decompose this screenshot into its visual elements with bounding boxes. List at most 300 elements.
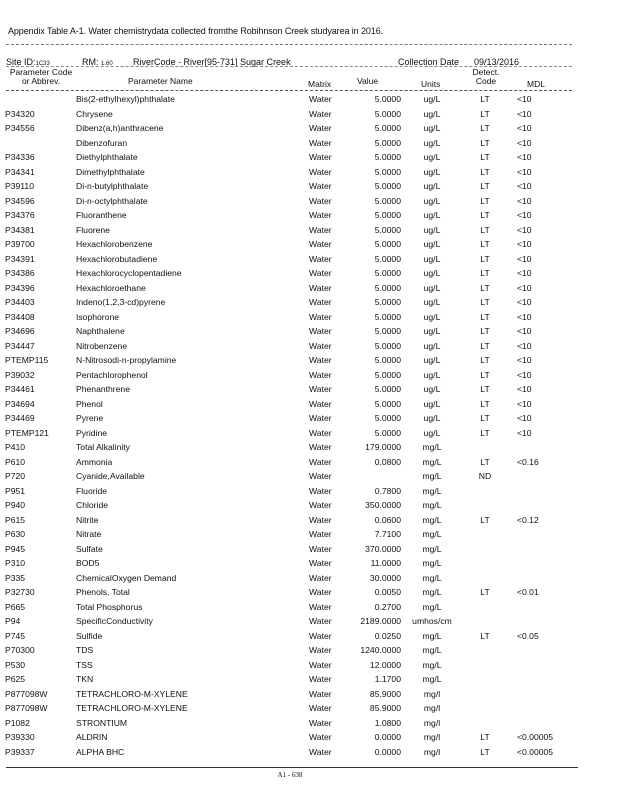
collection-date-value: 09/13/2016 bbox=[474, 57, 520, 67]
mdl-cell: <10 bbox=[517, 108, 532, 119]
matrix-cell: Water bbox=[309, 137, 332, 148]
mdl-cell: <10 bbox=[517, 326, 532, 336]
parameter-code-cell: P34403 bbox=[5, 297, 35, 307]
parameter-code-cell: P745 bbox=[5, 630, 26, 641]
data-table-body bbox=[0, 92, 618, 759]
value-cell: 12.0000 bbox=[369, 659, 401, 670]
parameter-code-cell: P34408 bbox=[5, 311, 35, 322]
parameter-code-cell: P39337 bbox=[5, 746, 35, 757]
table-row bbox=[0, 600, 618, 615]
detect-code-cell: LT bbox=[480, 340, 490, 351]
parameter-name-cell: Dibenz(a,h)anthracene bbox=[76, 123, 164, 133]
header-parameter-code bbox=[4, 68, 78, 86]
value-cell: 0.0250 bbox=[374, 630, 401, 641]
units-cell: mg/L bbox=[422, 601, 442, 612]
river-code: RiverCode - River[95-731] Sugar Creek bbox=[133, 57, 291, 67]
detect-code-cell: LT bbox=[480, 398, 490, 409]
matrix-cell: Water bbox=[309, 529, 332, 539]
matrix-cell: Water bbox=[309, 369, 332, 380]
table-row bbox=[0, 687, 618, 702]
mdl-cell: <10 bbox=[517, 239, 532, 249]
detect-code-cell: LT bbox=[480, 384, 490, 394]
parameter-code-cell: P34556 bbox=[5, 123, 35, 133]
mdl-cell: <10 bbox=[517, 253, 532, 264]
site-id-value: 1C33 bbox=[35, 61, 50, 67]
units-cell: ug/L bbox=[423, 268, 441, 278]
units-cell: ug/L bbox=[423, 413, 441, 423]
value-cell: 5.0000 bbox=[374, 297, 401, 307]
detect-code-cell: LT bbox=[480, 732, 490, 742]
table-row bbox=[0, 150, 618, 165]
detect-code-cell: LT bbox=[480, 224, 490, 235]
units-cell: mg/l bbox=[423, 688, 441, 699]
parameter-name-cell: Sulfide bbox=[76, 630, 103, 641]
parameter-name-cell: TSS bbox=[76, 659, 93, 670]
table-row bbox=[0, 701, 618, 716]
units-cell: mg/L bbox=[422, 572, 442, 583]
table-row bbox=[0, 585, 618, 600]
parameter-name-cell: Total Phosphorus bbox=[76, 601, 143, 612]
parameter-code-cell: P877098W bbox=[5, 703, 48, 713]
matrix-cell: Water bbox=[309, 427, 332, 438]
units-cell: ug/L bbox=[423, 326, 441, 336]
parameter-code-cell: PTEMP121 bbox=[5, 427, 49, 438]
matrix-cell: Water bbox=[309, 268, 332, 278]
value-cell: 0.0000 bbox=[374, 732, 401, 742]
matrix-cell: Water bbox=[309, 717, 332, 728]
matrix-cell: Water bbox=[309, 456, 332, 467]
detect-code-cell: LT bbox=[480, 427, 490, 438]
table-row bbox=[0, 455, 618, 470]
table-row bbox=[0, 716, 618, 731]
parameter-code-cell: P34320 bbox=[5, 108, 35, 119]
table-row bbox=[0, 411, 618, 426]
mdl-cell: <10 bbox=[517, 340, 532, 351]
table-row bbox=[0, 556, 618, 571]
units-cell: mg/l bbox=[423, 732, 441, 742]
parameter-code-cell: P34341 bbox=[5, 166, 35, 177]
matrix-cell: Water bbox=[309, 587, 332, 597]
matrix-cell: Water bbox=[309, 558, 332, 568]
value-cell: 5.0000 bbox=[374, 326, 401, 336]
value-cell: 0.0800 bbox=[374, 456, 401, 467]
parameter-code-cell: P39110 bbox=[5, 181, 34, 191]
units-cell: ug/L bbox=[423, 369, 441, 380]
parameter-code-cell: P34596 bbox=[5, 195, 35, 206]
value-cell: 5.0000 bbox=[374, 413, 401, 423]
parameter-code-cell: P34376 bbox=[5, 210, 35, 220]
value-cell: 5.0000 bbox=[374, 123, 401, 133]
units-cell: ug/L bbox=[423, 355, 441, 365]
units-cell: ug/L bbox=[423, 384, 441, 394]
parameter-code-cell: P39032 bbox=[5, 369, 35, 380]
value-cell: 5.0000 bbox=[374, 224, 401, 235]
value-cell: 85.9000 bbox=[369, 688, 401, 699]
parameter-name-cell: Di-n-butylphthalate bbox=[76, 181, 149, 191]
parameter-name-cell: Hexachloroethane bbox=[76, 282, 146, 293]
parameter-code-cell: P625 bbox=[5, 674, 26, 684]
value-cell: 370.0000 bbox=[365, 543, 401, 554]
table-row bbox=[0, 324, 618, 339]
collection-date-label: Collection Date bbox=[398, 57, 460, 67]
table-bottom-rule bbox=[6, 767, 578, 768]
value-cell: 5.0000 bbox=[374, 181, 401, 191]
units-cell: ug/L bbox=[423, 239, 441, 249]
value-cell: 5.0000 bbox=[374, 108, 401, 119]
parameter-code-cell: P951 bbox=[5, 485, 26, 496]
value-cell: 1.1700 bbox=[374, 674, 401, 684]
parameter-name-cell: Ammonia bbox=[76, 456, 113, 467]
value-cell: 11.0000 bbox=[370, 558, 401, 568]
table-row bbox=[0, 426, 618, 441]
detect-code-cell: LT bbox=[480, 181, 490, 191]
units-cell: mg/L bbox=[422, 514, 442, 525]
table-row bbox=[0, 484, 618, 499]
matrix-cell: Water bbox=[309, 442, 332, 452]
parameter-name-cell: Fluorene bbox=[76, 224, 110, 235]
units-cell: mg/L bbox=[422, 485, 442, 496]
units-cell: umhos/cm bbox=[412, 616, 452, 626]
table-row bbox=[0, 339, 618, 354]
matrix-cell: Water bbox=[309, 601, 332, 612]
table-row bbox=[0, 730, 618, 745]
value-cell: 0.7800 bbox=[374, 485, 401, 496]
parameter-code-cell: P32730 bbox=[5, 587, 35, 597]
value-cell: 7.7100 bbox=[374, 529, 401, 539]
detect-code-cell: LT bbox=[480, 297, 490, 307]
matrix-cell: Water bbox=[309, 123, 332, 133]
matrix-cell: Water bbox=[309, 195, 332, 206]
parameter-name-cell: Isophorone bbox=[76, 311, 120, 322]
matrix-cell: Water bbox=[309, 514, 332, 525]
detect-code-cell: LT bbox=[480, 152, 490, 162]
table-row bbox=[0, 266, 618, 281]
value-cell: 5.0000 bbox=[374, 253, 401, 264]
table-row bbox=[0, 643, 618, 658]
matrix-cell: Water bbox=[309, 471, 332, 481]
matrix-cell: Water bbox=[309, 224, 332, 235]
value-cell: 5.0000 bbox=[374, 355, 401, 365]
parameter-name-cell: Dimethylphthalate bbox=[76, 166, 145, 177]
table-title: Appendix Table A-1. Water chemistrydata collected fromthe Robihnson Creek studyarea in 2016. bbox=[8, 26, 384, 36]
parameter-name-cell: Diethylphthalate bbox=[76, 152, 138, 162]
table-row bbox=[0, 397, 618, 412]
parameter-code-cell: P70300 bbox=[5, 645, 35, 655]
matrix-cell: Water bbox=[309, 94, 332, 104]
detect-code-cell: LT bbox=[480, 166, 490, 177]
mdl-cell: <10 bbox=[517, 268, 532, 278]
parameter-name-cell: TETRACHLORO-M-XYLENE bbox=[76, 703, 188, 713]
parameter-code-cell: P940 bbox=[5, 500, 26, 510]
value-cell: 5.0000 bbox=[374, 94, 401, 104]
header-detect-code-text: Detect. Code bbox=[472, 67, 500, 86]
units-cell: ug/L bbox=[423, 297, 441, 307]
mdl-cell: <10 bbox=[517, 166, 532, 177]
units-cell: mg/L bbox=[422, 659, 442, 670]
units-cell: mg/L bbox=[422, 674, 442, 684]
units-cell: ug/L bbox=[423, 123, 441, 133]
river-mile-label: RM: bbox=[82, 57, 99, 67]
mdl-cell: <0.16 bbox=[517, 456, 539, 467]
value-cell: 5.0000 bbox=[374, 152, 401, 162]
matrix-cell: Water bbox=[309, 326, 332, 336]
table-row bbox=[0, 629, 618, 644]
parameter-name-cell: Pentachlorophenol bbox=[76, 369, 148, 380]
matrix-cell: Water bbox=[309, 500, 332, 510]
value-cell: 5.0000 bbox=[374, 195, 401, 206]
parameter-code-cell: P34469 bbox=[5, 413, 35, 423]
matrix-cell: Water bbox=[309, 543, 332, 554]
detect-code-cell: LT bbox=[480, 746, 490, 757]
value-cell: 5.0000 bbox=[374, 137, 401, 148]
value-cell: 5.0000 bbox=[374, 427, 401, 438]
matrix-cell: Water bbox=[309, 413, 332, 423]
units-cell: ug/L bbox=[423, 166, 441, 177]
detect-code-cell: LT bbox=[480, 413, 490, 423]
value-cell: 1.0800 bbox=[374, 717, 401, 728]
value-cell: 30.0000 bbox=[369, 572, 401, 583]
table-row bbox=[0, 208, 618, 223]
parameter-code-cell: P335 bbox=[5, 572, 26, 583]
parameter-name-cell: N-Nitrosodi-n-propylamine bbox=[76, 355, 177, 365]
mdl-cell: <10 bbox=[517, 152, 532, 162]
parameter-name-cell: Dibenzofuran bbox=[76, 137, 128, 148]
parameter-code-cell: PTEMP115 bbox=[5, 355, 49, 365]
units-cell: ug/L bbox=[423, 181, 441, 191]
table-row bbox=[0, 92, 618, 107]
parameter-code-cell: P1082 bbox=[5, 717, 30, 728]
table-row bbox=[0, 498, 618, 513]
units-cell: mg/l bbox=[423, 717, 441, 728]
header-bottom-rule bbox=[6, 90, 572, 91]
value-cell: 5.0000 bbox=[374, 369, 401, 380]
table-row bbox=[0, 223, 618, 238]
matrix-cell: Water bbox=[309, 659, 332, 670]
parameter-name-cell: Nitrate bbox=[76, 529, 102, 539]
mdl-cell: <0.05 bbox=[517, 630, 539, 641]
parameter-code-cell: P945 bbox=[5, 543, 26, 554]
detect-code-cell: LT bbox=[480, 239, 490, 249]
units-cell: mg/L bbox=[422, 543, 442, 554]
table-row bbox=[0, 136, 618, 151]
header-value: Value bbox=[357, 76, 379, 86]
matrix-cell: Water bbox=[309, 485, 332, 496]
parameter-name-cell: Nitrobenzene bbox=[76, 340, 128, 351]
header-parameter-name: Parameter Name bbox=[128, 76, 193, 86]
parameter-code-cell: P34391 bbox=[5, 253, 35, 264]
mdl-cell: <10 bbox=[517, 137, 532, 148]
mdl-cell: <10 bbox=[517, 427, 532, 438]
detect-code-cell: LT bbox=[480, 514, 490, 525]
mdl-cell: <10 bbox=[517, 123, 532, 133]
parameter-name-cell: ALPHA BHC bbox=[76, 746, 125, 757]
matrix-cell: Water bbox=[309, 152, 332, 162]
parameter-name-cell: Cyanide,Available bbox=[76, 471, 145, 481]
mdl-cell: <10 bbox=[517, 413, 532, 423]
parameter-name-cell: TKN bbox=[76, 674, 94, 684]
detect-code-cell: LT bbox=[480, 311, 490, 322]
mdl-cell: <10 bbox=[517, 311, 532, 322]
parameter-code-cell: P34396 bbox=[5, 282, 35, 293]
parameter-name-cell: Sulfate bbox=[76, 543, 103, 554]
table-row bbox=[0, 672, 618, 687]
units-cell: ug/L bbox=[423, 224, 441, 235]
parameter-code-cell: P34447 bbox=[5, 340, 35, 351]
title-divider bbox=[6, 44, 572, 45]
matrix-cell: Water bbox=[309, 616, 332, 626]
units-cell: ug/L bbox=[423, 282, 441, 293]
parameter-name-cell: ChemicalOxygen Demand bbox=[76, 572, 177, 583]
parameter-name-cell: Hexachlorocyclopentadiene bbox=[76, 268, 182, 278]
table-row bbox=[0, 658, 618, 673]
mdl-cell: <0.00005 bbox=[517, 732, 554, 742]
mdl-cell: <10 bbox=[517, 369, 532, 380]
units-cell: ug/L bbox=[423, 398, 441, 409]
units-cell: ug/L bbox=[423, 195, 441, 206]
mdl-cell: <10 bbox=[517, 195, 532, 206]
page-number: A1 - 638 bbox=[277, 771, 303, 779]
parameter-name-cell: STRONTIUM bbox=[76, 717, 128, 728]
header-detect-code bbox=[469, 68, 503, 86]
matrix-cell: Water bbox=[309, 688, 332, 699]
parameter-name-cell: Hexachlorobutadiene bbox=[76, 253, 158, 264]
mdl-cell: <10 bbox=[517, 355, 532, 365]
table-row bbox=[0, 121, 618, 136]
parameter-code-cell: P34696 bbox=[5, 326, 35, 336]
units-cell: ug/L bbox=[423, 427, 441, 438]
detect-code-cell: LT bbox=[480, 456, 490, 467]
matrix-cell: Water bbox=[309, 630, 332, 641]
detect-code-cell: LT bbox=[480, 587, 490, 597]
value-cell: 5.0000 bbox=[374, 239, 401, 249]
parameter-code-cell: P615 bbox=[5, 514, 26, 525]
mdl-cell: <10 bbox=[517, 384, 532, 394]
parameter-name-cell: Pyridine bbox=[76, 427, 108, 438]
matrix-cell: Water bbox=[309, 239, 332, 249]
parameter-code-cell: P410 bbox=[5, 442, 26, 452]
mdl-cell: <10 bbox=[517, 282, 532, 293]
header-parameter-code-text: Parameter Code or Abbrev. bbox=[9, 67, 73, 86]
header-units: Units bbox=[421, 79, 441, 89]
mdl-cell: <10 bbox=[517, 398, 532, 409]
units-cell: mg/L bbox=[422, 529, 442, 539]
parameter-name-cell: ALDRIN bbox=[76, 732, 108, 742]
matrix-cell: Water bbox=[309, 253, 332, 264]
table-row bbox=[0, 513, 618, 528]
parameter-name-cell: Total Alkalinity bbox=[76, 442, 130, 452]
detect-code-cell: LT bbox=[480, 630, 490, 641]
value-cell: 0.2700 bbox=[374, 601, 401, 612]
mdl-cell: <10 bbox=[517, 210, 532, 220]
parameter-name-cell: Di-n-octylphthalate bbox=[76, 195, 148, 206]
site-id-label: Site ID: bbox=[6, 57, 36, 67]
units-cell: mg/L bbox=[422, 500, 442, 510]
detect-code-cell: LT bbox=[480, 195, 490, 206]
matrix-cell: Water bbox=[309, 572, 332, 583]
value-cell: 5.0000 bbox=[374, 384, 401, 394]
units-cell: ug/L bbox=[423, 152, 441, 162]
detect-code-cell: LT bbox=[480, 94, 490, 104]
matrix-cell: Water bbox=[309, 108, 332, 119]
table-row bbox=[0, 440, 618, 455]
parameter-code-cell: P34381 bbox=[5, 224, 35, 235]
matrix-cell: Water bbox=[309, 166, 332, 177]
matrix-cell: Water bbox=[309, 210, 332, 220]
parameter-name-cell: Fluoranthene bbox=[76, 210, 127, 220]
value-cell: 5.0000 bbox=[374, 311, 401, 322]
table-row bbox=[0, 165, 618, 180]
units-cell: ug/L bbox=[423, 137, 441, 148]
value-cell: 5.0000 bbox=[374, 282, 401, 293]
parameter-code-cell: P310 bbox=[5, 558, 26, 568]
parameter-code-cell: P530 bbox=[5, 659, 26, 670]
parameter-name-cell: Pyrene bbox=[76, 413, 104, 423]
matrix-cell: Water bbox=[309, 398, 332, 409]
units-cell: mg/L bbox=[422, 456, 442, 467]
table-row bbox=[0, 281, 618, 296]
table-row bbox=[0, 310, 618, 325]
value-cell: 0.0050 bbox=[374, 587, 401, 597]
parameter-code-cell: P877098W bbox=[5, 688, 48, 699]
value-cell: 2189.0000 bbox=[360, 616, 401, 626]
units-cell: mg/L bbox=[422, 558, 442, 568]
parameter-name-cell: Bis(2-ethylhexyl)phthalate bbox=[76, 94, 175, 104]
detect-code-cell: LT bbox=[480, 268, 490, 278]
detect-code-cell: ND bbox=[478, 471, 492, 481]
value-cell: 1240.0000 bbox=[360, 645, 401, 655]
units-cell: mg/L bbox=[422, 471, 442, 481]
units-cell: mg/L bbox=[422, 587, 442, 597]
table-row bbox=[0, 745, 618, 760]
value-cell: 350.0000 bbox=[365, 500, 401, 510]
matrix-cell: Water bbox=[309, 384, 332, 394]
mdl-cell: <10 bbox=[517, 181, 532, 191]
parameter-code-cell: P39700 bbox=[5, 239, 35, 249]
value-cell: 5.0000 bbox=[374, 398, 401, 409]
parameter-code-cell: P720 bbox=[5, 471, 26, 481]
parameter-code-cell: P39330 bbox=[5, 732, 35, 742]
mdl-cell: <10 bbox=[517, 224, 532, 235]
units-cell: ug/L bbox=[423, 253, 441, 264]
units-cell: mg/L bbox=[422, 630, 442, 641]
detect-code-cell: LT bbox=[480, 108, 490, 119]
table-row bbox=[0, 614, 618, 629]
parameter-name-cell: Phenols, Total bbox=[76, 587, 130, 597]
detect-code-cell: LT bbox=[480, 282, 490, 293]
detect-code-cell: LT bbox=[480, 253, 490, 264]
header-mdl: MDL bbox=[527, 79, 545, 89]
value-cell: 5.0000 bbox=[374, 340, 401, 351]
value-cell: 5.0000 bbox=[374, 210, 401, 220]
parameter-name-cell: Naphthalene bbox=[76, 326, 125, 336]
parameter-code-cell: P665 bbox=[5, 601, 26, 612]
parameter-name-cell: Phenanthrene bbox=[76, 384, 130, 394]
parameter-name-cell: Indeno(1,2,3-cd)pyrene bbox=[76, 297, 166, 307]
units-cell: mg/L bbox=[422, 442, 442, 452]
matrix-cell: Water bbox=[309, 746, 332, 757]
parameter-name-cell: SpecificConductivity bbox=[76, 616, 153, 626]
parameter-name-cell: Nitrite bbox=[76, 514, 99, 525]
parameter-name-cell: BOD5 bbox=[76, 558, 100, 568]
table-row bbox=[0, 571, 618, 586]
units-cell: ug/L bbox=[423, 311, 441, 322]
header-matrix: Matrix bbox=[308, 79, 332, 89]
parameter-name-cell: TETRACHLORO-M-XYLENE bbox=[76, 688, 188, 699]
table-row bbox=[0, 368, 618, 383]
parameter-code-cell: P630 bbox=[5, 529, 26, 539]
value-cell: 5.0000 bbox=[374, 268, 401, 278]
table-row bbox=[0, 194, 618, 209]
